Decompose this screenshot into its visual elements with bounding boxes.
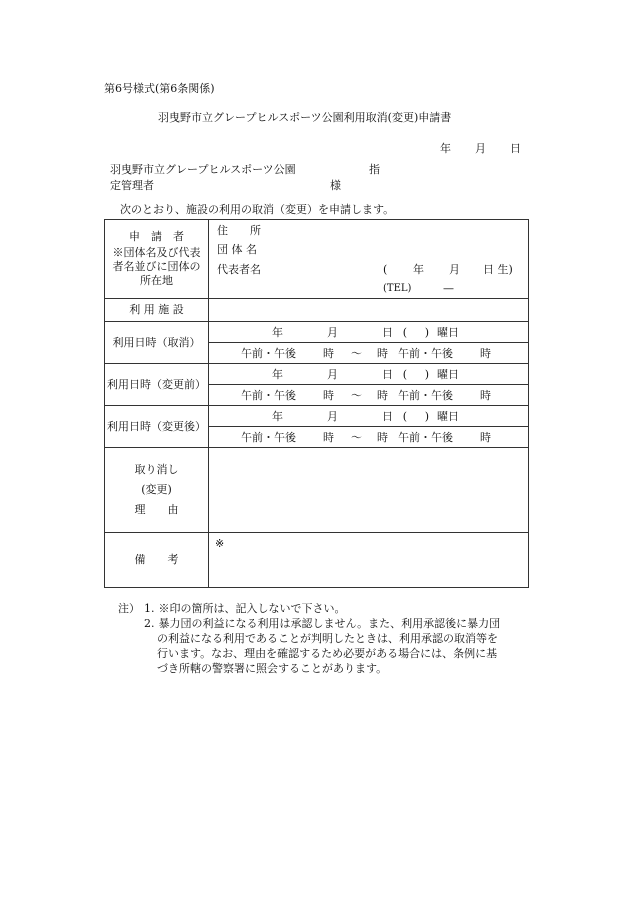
- facility-input-cell[interactable]: [209, 299, 529, 322]
- note-1-number: 1.: [144, 602, 155, 615]
- month-label: 月: [327, 410, 338, 423]
- date-after-label: 利用日時（変更後）: [105, 406, 209, 448]
- month-label: 月: [327, 368, 338, 381]
- time-after: [209, 429, 528, 445]
- addressee-line1: 羽曳野市立グレープヒルスポーツ公園: [110, 163, 296, 176]
- applicant-input-cell[interactable]: [209, 220, 529, 299]
- date-row-after: [105, 406, 529, 427]
- addressee-line2: 定管理者: [110, 179, 154, 192]
- date-cancel-label: 利用日時（取消）: [105, 322, 209, 364]
- date-month-label: 月: [475, 142, 486, 155]
- weekday-label: 曜日: [437, 326, 459, 339]
- date-after-day-cell[interactable]: [209, 406, 529, 427]
- addressee-honorific: 様: [330, 179, 341, 192]
- reason-label-cell: [105, 448, 209, 533]
- note-2-line-4: づき所轄の警察署に照会することがあります。: [157, 662, 388, 675]
- paren-close: ): [424, 410, 429, 423]
- day-label: 日: [382, 326, 393, 339]
- birth-month-label: 月: [449, 263, 460, 276]
- birth-year-label: 年: [413, 263, 424, 276]
- paren-close: ): [424, 326, 429, 339]
- date-day-label: 日: [510, 142, 521, 155]
- facility-row: [105, 299, 529, 322]
- note-1-text: ※印の箇所は、記入しないで下さい。: [158, 602, 346, 615]
- reason-input-cell[interactable]: [209, 448, 529, 533]
- tel-label: (TEL): [383, 283, 412, 294]
- submission-date: [440, 142, 521, 156]
- remarks-label: 備 考: [105, 533, 209, 588]
- time-cancel-cell[interactable]: [209, 343, 529, 364]
- reason-label-1: 取り消し: [134, 463, 179, 476]
- reason-label-3: 理 由: [134, 503, 179, 516]
- note-2-number: 2.: [144, 617, 155, 630]
- birth-day-label: 日 生): [483, 263, 513, 276]
- weekday-label: 曜日: [437, 410, 459, 423]
- date-before-day-cell[interactable]: [209, 364, 529, 385]
- document-title: 羽曳野市立グレープヒルスポーツ公園利用取消(変更)申請書: [158, 111, 452, 124]
- hour-mid: 時: [377, 347, 388, 360]
- facility-label: 利 用 施 設: [105, 299, 209, 322]
- applicant-note-3: 所在地: [140, 274, 173, 287]
- date-year-label: 年: [440, 142, 451, 155]
- hour-end: 時: [480, 431, 491, 444]
- day-label: 日: [382, 368, 393, 381]
- paren-open: (: [402, 326, 407, 339]
- tilde: ～: [351, 389, 362, 402]
- hour-mid: 時: [377, 431, 388, 444]
- hour-mid: 時: [377, 389, 388, 402]
- time-after-cell[interactable]: [209, 427, 529, 448]
- month-label: 月: [327, 326, 338, 339]
- hour-start: 時: [323, 389, 334, 402]
- application-form-table: [104, 219, 529, 588]
- paren-close: ): [424, 368, 429, 381]
- representative-label: 代表者名: [217, 263, 261, 276]
- reason-label-2: (変更): [141, 483, 172, 496]
- notes: [118, 601, 500, 676]
- ampm-end: 午前・午後: [398, 431, 453, 444]
- group-name-label: 団 体 名: [217, 243, 257, 256]
- note-2-line-1: 暴力団の利益になる利用は承認しません。また、利用承認後に暴力団: [158, 617, 501, 630]
- hour-end: 時: [480, 389, 491, 402]
- date-cancel-day-cell[interactable]: [209, 322, 529, 343]
- applicant-note-2: 者名並びに団体の: [112, 260, 201, 273]
- hour-start: 時: [323, 347, 334, 360]
- date-after-day: [209, 408, 528, 424]
- ampm-end: 午前・午後: [398, 389, 453, 402]
- birth-paren-open: (: [383, 263, 388, 276]
- ampm-start: 午前・午後: [241, 431, 296, 444]
- tilde: ～: [351, 347, 362, 360]
- ampm-start: 午前・午後: [241, 347, 296, 360]
- date-row-cancel: [105, 322, 529, 343]
- day-label: 日: [382, 410, 393, 423]
- intro-text: 次のとおり、施設の利用の取消（変更）を申請します。: [120, 203, 395, 216]
- year-label: 年: [272, 326, 283, 339]
- remarks-row: [105, 533, 529, 588]
- reason-row: [105, 448, 529, 533]
- form-number: 第6号様式(第6条関係): [104, 82, 215, 95]
- applicant-label: 申 請 者: [129, 230, 184, 243]
- paren-open: (: [402, 410, 407, 423]
- hour-end: 時: [480, 347, 491, 360]
- tilde: ～: [351, 431, 362, 444]
- notes-prefix: 注）: [118, 602, 140, 615]
- applicant-label-cell: [105, 220, 209, 299]
- year-label: 年: [272, 410, 283, 423]
- ampm-start: 午前・午後: [241, 389, 296, 402]
- note-2-line-3: 行います。なお、理由を確認するため必要がある場合には、条例に基: [157, 647, 498, 660]
- year-label: 年: [272, 368, 283, 381]
- applicant-note-1: ※団体名及び代表: [112, 246, 201, 259]
- weekday-label: 曜日: [437, 368, 459, 381]
- addressee-line1-suffix: 指: [369, 163, 380, 176]
- ampm-end: 午前・午後: [398, 347, 453, 360]
- applicant-row: [105, 220, 529, 299]
- note-2-line-2: の利益になる利用であることが判明したときは、利用承認の取消等を: [157, 632, 498, 645]
- date-before-day: [209, 366, 528, 382]
- address-label: 住 所: [217, 224, 261, 237]
- time-before-cell[interactable]: [209, 385, 529, 406]
- time-cancel: [209, 345, 528, 361]
- note-item-1: [118, 601, 500, 616]
- time-before: [209, 387, 528, 403]
- date-before-label: 利用日時（変更前）: [105, 364, 209, 406]
- hour-start: 時: [323, 431, 334, 444]
- date-row-before: [105, 364, 529, 385]
- date-cancel-day: [209, 324, 528, 340]
- remarks-mark: ※: [215, 537, 225, 550]
- remarks-cell: [209, 533, 529, 588]
- paren-open: (: [402, 368, 407, 381]
- tel-dash: —: [443, 282, 454, 295]
- note-item-2: [118, 616, 500, 631]
